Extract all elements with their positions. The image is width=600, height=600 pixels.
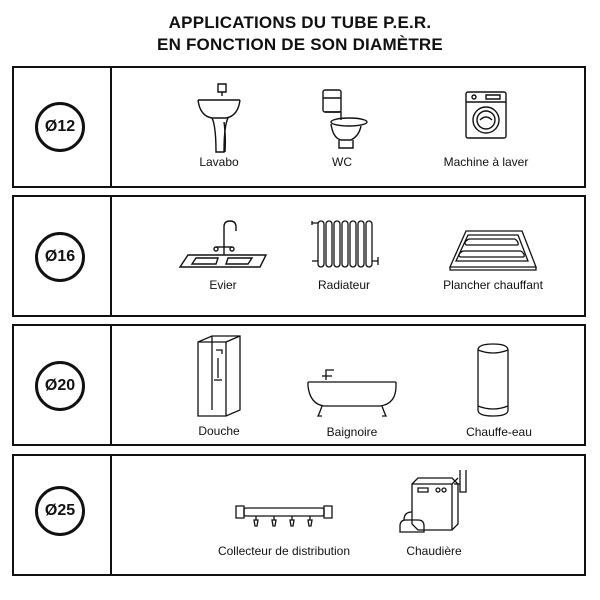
item-wc [297,68,387,186]
item-label: Chaudière [406,544,462,558]
sink-basin-icon [196,82,242,154]
toilet-icon [317,88,369,150]
manifold-icon [234,502,334,532]
water-heater-icon [476,342,510,418]
item-collecteur [194,456,374,574]
shower-icon [196,334,242,418]
title-line-1: APPLICATIONS DU TUBE P.E.R. [168,13,432,32]
item-evier [168,197,278,315]
diameter-cell [14,68,112,186]
item-douche [184,326,254,444]
item-radiateur [294,197,394,315]
page-title [0,12,600,56]
diameter-badge: Ø16 [35,232,85,282]
item-chauffe-eau [444,326,554,444]
item-label: Plancher chauffant [443,278,543,292]
item-label: WC [332,155,352,169]
underfloor-heating-icon [448,227,538,271]
row-diameter-25 [12,454,586,576]
item-label: Chauffe-eau [466,425,532,439]
item-plancher-chauffant [418,197,568,315]
title-line-2: EN FONCTION DE SON DIAMÈTRE [157,35,443,54]
item-label: Machine à laver [443,155,529,169]
row-diameter-16 [12,195,586,317]
diameter-cell [14,456,112,574]
diameter-cell [14,326,112,444]
diameter-badge: Ø20 [35,361,85,411]
diameter-cell [14,197,112,315]
item-label: Douche [198,424,240,438]
item-label: Collecteur de distribution [217,544,351,558]
diameter-badge: Ø25 [35,486,85,536]
boiler-icon [398,466,476,538]
item-label: Lavabo [199,155,239,169]
radiator-icon [310,217,380,271]
row-diameter-12 [12,66,586,188]
washing-machine-icon [464,90,508,140]
item-label: Baignoire [326,425,378,439]
item-lavabo [174,68,264,186]
row-diameter-20 [12,324,586,446]
item-chaudiere [384,456,484,574]
diameter-badge: Ø12 [35,102,85,152]
item-label: Radiateur [317,278,371,292]
bathtub-icon [304,366,400,420]
kitchen-sink-icon [178,219,268,271]
item-baignoire [300,326,404,444]
item-label: Evier [209,278,237,292]
item-machine-a-laver [426,68,546,186]
